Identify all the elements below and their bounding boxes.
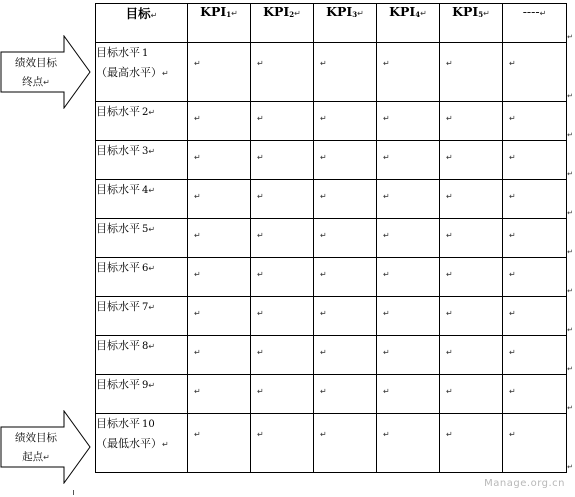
kpi-value-cell: ↵ [440, 414, 503, 473]
row-end-mark: ↵ [567, 248, 573, 256]
kpi-value-cell: ↵ [188, 141, 251, 180]
page-tick [73, 490, 74, 495]
kpi-value-cell: ↵ [188, 219, 251, 258]
kpi-value-cell: ↵ [314, 141, 377, 180]
header-kpi-4: $KPI_4↵$ [377, 4, 440, 43]
kpi-value-cell: ↵ [251, 258, 314, 297]
kpi-value-cell: ↵ [377, 141, 440, 180]
target-level-label: 目标水平 7↵ [96, 297, 188, 336]
kpi-value-cell: ↵ [440, 102, 503, 141]
kpi-value-cell: ↵ [503, 43, 567, 102]
kpi-value-cell: ↵ [314, 102, 377, 141]
header-kpi-2: $KPI_2↵$ [251, 4, 314, 43]
kpi-value-cell: ↵ [251, 43, 314, 102]
kpi-value-cell: ↵ [377, 43, 440, 102]
kpi-value-cell: ↵ [314, 219, 377, 258]
target-level-row [96, 258, 567, 297]
kpi-value-cell: ↵ [251, 102, 314, 141]
row-end-mark: ↵ [567, 365, 573, 373]
level-number: 1 [142, 48, 149, 59]
kpi-value-cell: ↵ [503, 297, 567, 336]
row-end-mark: ↵ [567, 33, 573, 41]
header-target: 目标↵ [96, 4, 188, 43]
target-level-row [96, 141, 567, 180]
target-level-row [96, 414, 567, 473]
start-point-label-line1: 绩效目标 [15, 432, 57, 444]
header-kpi-3: $KPI_3↵$ [314, 4, 377, 43]
kpi-value-cell: ↵ [188, 43, 251, 102]
level-text: 目标水平 [96, 183, 140, 196]
target-level-label: 目标水平 4↵ [96, 180, 188, 219]
target-level-label: 目标水平 8↵ [96, 336, 188, 375]
level-text: 目标水平 [96, 46, 140, 59]
level-text: 目标水平 [96, 144, 140, 157]
level-text: 目标水平 [96, 417, 140, 430]
kpi-value-cell: ↵ [440, 219, 503, 258]
header-kpi-5: $KPI_5↵$ [440, 4, 503, 43]
kpi-value-cell: ↵ [251, 180, 314, 219]
row-end-mark: ↵ [567, 131, 573, 139]
row-end-mark: ↵ [567, 92, 573, 100]
kpi-value-cell: ↵ [377, 219, 440, 258]
kpi-value-cell: ↵ [440, 297, 503, 336]
kpi-target-table [95, 3, 567, 473]
target-level-label: 目标水平 10 （最低水平）↵ [96, 414, 188, 473]
kpi-value-cell: ↵ [314, 258, 377, 297]
target-level-label: 目标水平 3↵ [96, 141, 188, 180]
kpi-value-cell: ↵ [377, 258, 440, 297]
target-level-label: 目标水平 1 （最高水平）↵ [96, 43, 188, 102]
kpi-value-cell: ↵ [188, 180, 251, 219]
kpi-value-cell: ↵ [251, 297, 314, 336]
kpi-value-cell: ↵ [314, 375, 377, 414]
kpi-value-cell: ↵ [314, 336, 377, 375]
kpi-value-cell: ↵ [251, 375, 314, 414]
level-text: 目标水平 [96, 378, 140, 391]
level-text: 目标水平 [96, 261, 140, 274]
kpi-value-cell: ↵ [503, 141, 567, 180]
kpi-value-cell: ↵ [440, 43, 503, 102]
kpi-value-cell: ↵ [377, 102, 440, 141]
kpi-value-cell: ↵ [503, 102, 567, 141]
kpi-value-cell: ↵ [251, 414, 314, 473]
kpi-value-cell: ↵ [377, 414, 440, 473]
header-more: ----↵ [503, 4, 567, 43]
kpi-value-cell: ↵ [503, 414, 567, 473]
end-point-label [8, 54, 64, 92]
row-end-mark: ↵ [567, 463, 573, 471]
header-row [96, 4, 567, 43]
level-note: （最高水平） [96, 66, 162, 79]
target-level-row [96, 297, 567, 336]
level-text: 目标水平 [96, 300, 140, 313]
kpi-value-cell: ↵ [503, 219, 567, 258]
level-number: 8 [142, 341, 149, 352]
kpi-value-cell: ↵ [503, 375, 567, 414]
target-level-row [96, 219, 567, 258]
kpi-value-cell: ↵ [377, 336, 440, 375]
row-end-mark: ↵ [567, 170, 573, 178]
row-end-mark: ↵ [567, 287, 573, 295]
kpi-value-cell: ↵ [440, 258, 503, 297]
kpi-value-cell: ↵ [314, 180, 377, 219]
target-level-label: 目标水平 6↵ [96, 258, 188, 297]
level-number: 4 [142, 185, 149, 196]
kpi-value-cell: ↵ [377, 297, 440, 336]
kpi-value-cell: ↵ [503, 336, 567, 375]
level-text: 目标水平 [96, 105, 140, 118]
start-point-label-line2: 起点↵ [22, 451, 50, 463]
kpi-table-body [96, 4, 567, 473]
level-number: 9 [142, 380, 149, 391]
kpi-value-cell: ↵ [188, 297, 251, 336]
kpi-value-cell: ↵ [188, 258, 251, 297]
kpi-value-cell: ↵ [314, 43, 377, 102]
kpi-value-cell: ↵ [251, 219, 314, 258]
target-level-row [96, 180, 567, 219]
target-level-row [96, 336, 567, 375]
row-end-mark: ↵ [567, 404, 573, 412]
kpi-value-cell: ↵ [188, 375, 251, 414]
end-point-label-line1: 绩效目标 [15, 57, 57, 69]
level-note: （最低水平） [96, 437, 162, 450]
kpi-value-cell: ↵ [314, 297, 377, 336]
start-point-label [8, 429, 64, 467]
kpi-value-cell: ↵ [188, 102, 251, 141]
kpi-value-cell: ↵ [440, 141, 503, 180]
level-number: 3 [142, 146, 149, 157]
kpi-value-cell: ↵ [251, 141, 314, 180]
level-number: 7 [142, 302, 149, 313]
level-number: 5 [142, 224, 149, 235]
kpi-value-cell: ↵ [314, 414, 377, 473]
target-level-row [96, 375, 567, 414]
kpi-value-cell: ↵ [440, 375, 503, 414]
target-level-label: 目标水平 5↵ [96, 219, 188, 258]
row-end-mark: ↵ [567, 326, 573, 334]
kpi-value-cell: ↵ [440, 336, 503, 375]
kpi-value-cell: ↵ [188, 414, 251, 473]
kpi-value-cell: ↵ [377, 375, 440, 414]
level-number: 2 [142, 107, 149, 118]
kpi-value-cell: ↵ [188, 336, 251, 375]
row-end-mark: ↵ [567, 209, 573, 217]
kpi-value-cell: ↵ [440, 180, 503, 219]
level-number: 6 [142, 263, 149, 274]
kpi-value-cell: ↵ [377, 180, 440, 219]
watermark: Manage.org.cn [484, 478, 565, 489]
kpi-value-cell: ↵ [503, 180, 567, 219]
end-point-label-line2: 终点↵ [22, 76, 50, 88]
header-kpi-1: $KPI_1↵$ [188, 4, 251, 43]
target-level-label: 目标水平 9↵ [96, 375, 188, 414]
target-level-label: 目标水平 2↵ [96, 102, 188, 141]
level-text: 目标水平 [96, 339, 140, 352]
level-text: 目标水平 [96, 222, 140, 235]
target-level-row [96, 102, 567, 141]
level-number: 10 [142, 419, 155, 430]
target-level-row [96, 43, 567, 102]
kpi-value-cell: ↵ [503, 258, 567, 297]
kpi-value-cell: ↵ [251, 336, 314, 375]
